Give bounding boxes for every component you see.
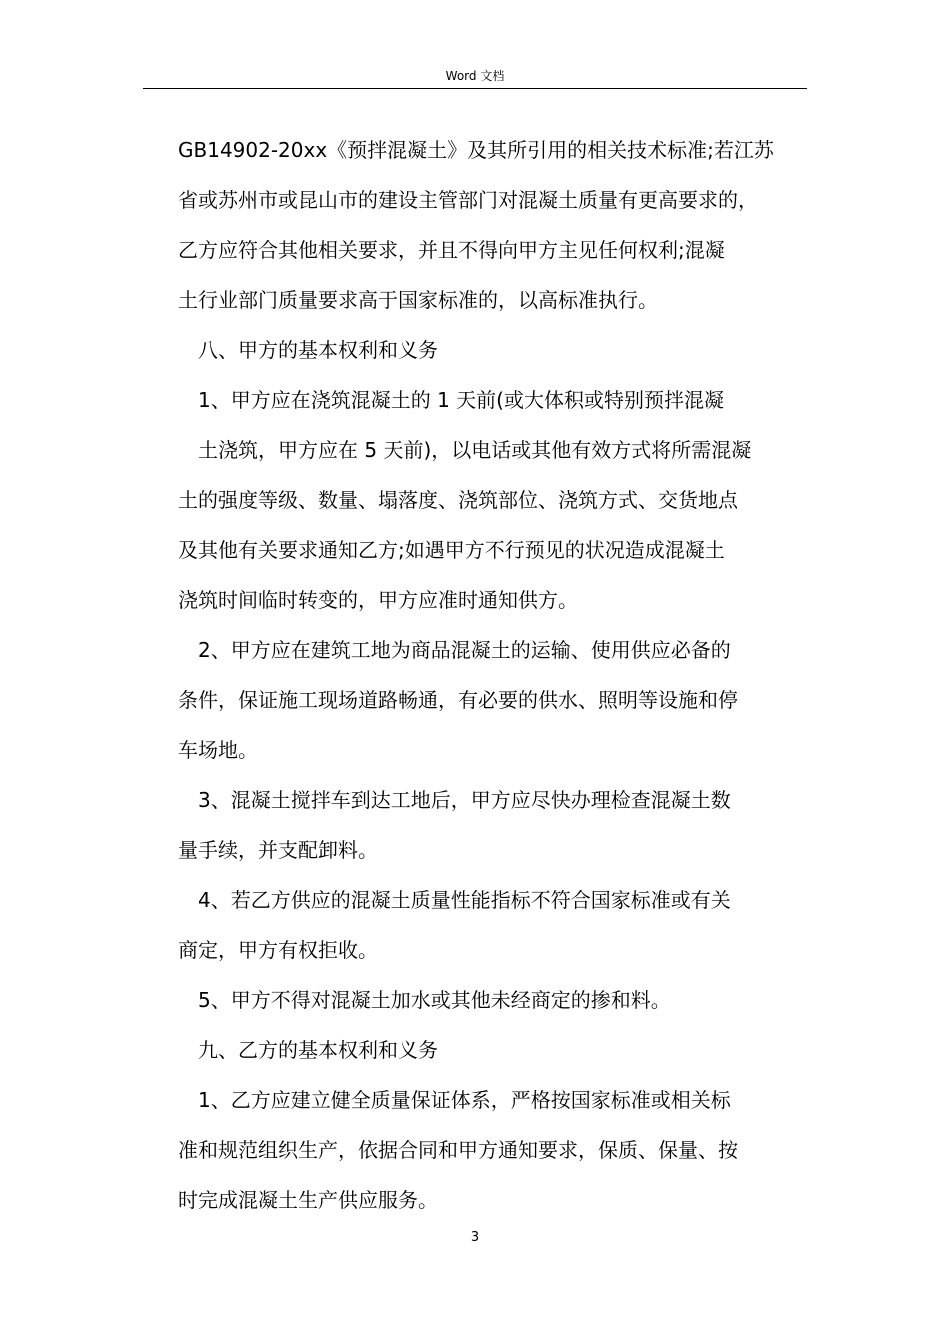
text-line: 乙方应符合其他相关要求，并且不得向甲方主见任何权利;混凝: [178, 238, 725, 262]
text-line: 车场地。: [178, 738, 258, 762]
text-line: 土行业部门质量要求高于国家标准的，以高标准执行。: [178, 288, 658, 312]
text-line: 1、乙方应建立健全质量保证体系，严格按国家标准或相关标: [198, 1088, 731, 1112]
section-heading: 九、乙方的基本权利和义务: [198, 1038, 438, 1062]
text-line: 2、甲方应在建筑工地为商品混凝土的运输、使用供应必备的: [198, 638, 731, 662]
text-line: 土浇筑，甲方应在 5 天前)，以电话或其他有效方式将所需混凝: [198, 438, 752, 462]
text-line: 量手续，并支配卸料。: [178, 838, 378, 862]
page-number: 3: [470, 1230, 480, 1245]
text-line: 准和规范组织生产，依据合同和甲方通知要求，保质、保量、按: [178, 1138, 738, 1162]
text-line: 5、甲方不得对混凝土加水或其他未经商定的掺和料。: [198, 988, 671, 1012]
text-line: 商定，甲方有权拒收。: [178, 938, 378, 962]
text-line: 条件，保证施工现场道路畅通，有必要的供水、照明等设施和停: [178, 688, 738, 712]
text-line: 4、若乙方供应的混凝土质量性能指标不符合国家标准或有关: [198, 888, 731, 912]
text-line: 及其他有关要求通知乙方;如遇甲方不行预见的状况造成混凝土: [178, 538, 725, 562]
header-title: Word 文档: [445, 69, 505, 83]
section-heading: 八、甲方的基本权利和义务: [198, 338, 438, 362]
text-line: 1、甲方应在浇筑混凝土的 1 天前(或大体积或特别预拌混凝: [198, 388, 724, 412]
text-line: 浇筑时间临时转变的，甲方应准时通知供方。: [178, 588, 578, 612]
text-line: 3、混凝土搅拌车到达工地后，甲方应尽快办理检查混凝土数: [198, 788, 731, 812]
text-line: 省或苏州市或昆山市的建设主管部门对混凝土质量有更高要求的，: [178, 188, 758, 212]
text-line: GB14902-20xx《预拌混凝土》及其所引用的相关技术标准;若江苏: [178, 138, 774, 162]
text-line: 土的强度等级、数量、塌落度、浇筑部位、浇筑方式、交货地点: [178, 488, 738, 512]
text-line: 时完成混凝土生产供应服务。: [178, 1188, 438, 1212]
